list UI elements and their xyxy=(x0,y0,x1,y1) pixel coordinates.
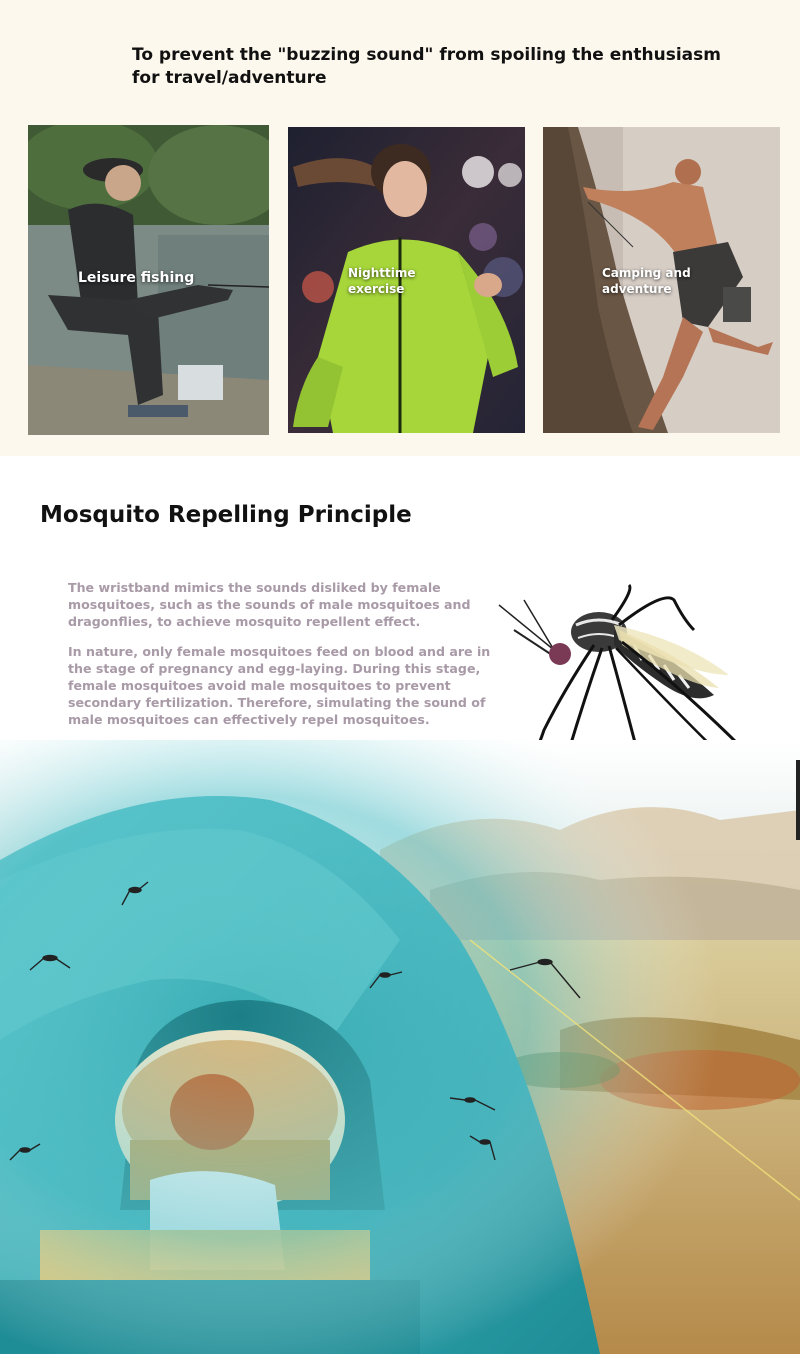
tent-scene-image xyxy=(0,740,800,1354)
principle-paragraph-1: The wristband mimics the sounds disliked by female mosquitoes, such as the sounds of male mosquitoes and dragonflies, to achieve mosquito repellent effect. xyxy=(68,580,471,629)
mosquito-illustration xyxy=(494,580,800,760)
scene-card-fishing xyxy=(28,125,269,435)
scene-card-night-exercise xyxy=(288,127,525,433)
scene-card-camping xyxy=(543,127,780,433)
scenarios-heading: To prevent the "buzzing sound" from spoiling the enthusiasm for travel/adventure xyxy=(132,45,721,88)
principle-heading: Mosquito Repelling Principle xyxy=(40,502,412,528)
principle-paragraph-2: In nature, only female mosquitoes feed on blood and are in the stage of pregnancy and egg-laying. During this stage, female mosquitoes avoid male mosquitoes to prevent secondary fertilization. Therefore, simulating the sound of male mosquitoes can effectively repel mosquitoes. xyxy=(68,644,491,727)
scene-label-fishing: Leisure fishing xyxy=(78,270,195,286)
tent-scene xyxy=(0,740,800,1354)
scene-label-camping: Camping and adventure xyxy=(602,266,691,296)
scene-label-night-exercise: Nighttime exercise xyxy=(348,266,416,296)
usage-scenarios-section xyxy=(0,0,800,456)
